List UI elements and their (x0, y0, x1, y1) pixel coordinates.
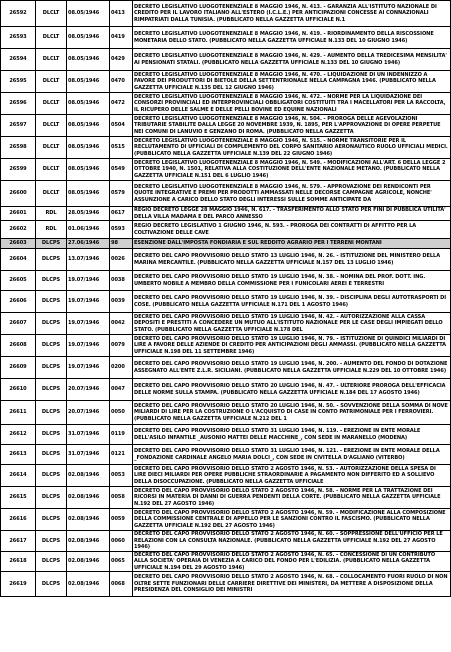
record-number-cell: 26601 (1, 207, 36, 221)
table-row (1, 465, 451, 487)
record-title-cell: DECRETO DEL CAPO PROVVISORIO DELLO STATO 19 LUGLIO 1946, N. 79. - ISTITUZIONE DI QUINDICI MILIARDI DI LIRE A FAVORE DELLE AZIENDE DI CREDITO PER ANTICIPAZIONI DEGLI AMMASSI. (PUBBLICATO NELLA GAZZETTA UFFICIALE N.198 DEL 11 SETTEMBRE 1946) (133, 335, 451, 357)
record-title-cell: DECRETO DEL CAPO PROVVISORIO DELLO STATO 20 LUGLIO 1946, N. 50. - SOVVENZIONE DELLA SOMMA DI NOVE MILIARDI DI LIRE PER LA COSTRUZIONE O L'ACQUISTO DI CASE IN CONTO PATRIMONIALE PER I FERROVIERI. (PUBBLICATO NELLA GAZZETTA UFFICIALE N.212 DEL 1 (133, 401, 451, 425)
record-title-cell: DECRETO DEL CAPO PROVVISORIO DELLO STATO 31 LUGLIO 1946, N. 119. - EREZIONE IN ENTE MORALE DELL'ASILO INFANTILE _AUSONIO MATTEI DELLE MACCHINE_, CON SEDE IN MARANELLO (MODENA) (133, 425, 451, 445)
record-title-cell: DECRETO DEL CAPO PROVVISORIO DELLO STATO 19 LUGLIO 1946, N. 38. - NOMINA DEL PROF. DOTT. ING. UMBERTO NOBILE A MEMBRO DELLA COMMISSIONE PER I FUNICOLARI AEREI E TERRESTRI (133, 271, 451, 291)
record-no-cell: 0200 (110, 357, 133, 379)
record-no-cell: 0119 (110, 425, 133, 445)
record-date-cell: 02.08/1946 (67, 551, 110, 572)
table-row (1, 93, 451, 115)
record-date-cell: 20.07/1946 (67, 379, 110, 401)
record-no-cell: 0579 (110, 181, 133, 207)
record-date-cell: 08.05/1946 (67, 1, 110, 27)
record-no-cell: 0593 (110, 221, 133, 239)
record-type-cell: DLCPS (36, 291, 67, 313)
record-no-cell: 0515 (110, 137, 133, 159)
record-no-cell: 0549 (110, 159, 133, 181)
record-title-cell: DECRETO DEL CAPO PROVVISORIO DELLO STATO 2 AGOSTO 1946, N. 68. - COLLOCAMENTO FUORI RUOLO DI NON OLTRE SETTE FUNZIONARI DELLE CARRIERE DIRETTIVE DEI MINISTERI, DA METTERE A DISPOSIZIONE DELLA PRESIDENZA DEL CONSIGLIO DEI MINISTRI (133, 572, 451, 597)
table-row (1, 445, 451, 465)
record-date-cell: 08.05/1946 (67, 159, 110, 181)
table-row (1, 49, 451, 71)
record-no-cell: 0617 (110, 207, 133, 221)
record-date-cell: 08.05/1946 (67, 93, 110, 115)
record-no-cell: 0059 (110, 509, 133, 531)
record-number-cell: 26612 (1, 425, 36, 445)
record-title-cell: DECRETO LEGISLATIVO LUOGOTENENZIALE 8 MAGGIO 1946, N. 413. - GARANZIA ALL'ISTITUTO NAZIONALE DI CREDITO PER IL LAVORO ITALIANO ALL'ESTERO (I.C.L.E.) PER ANTICIPAZIONI CONCESSE AI CONNAZIONALI RIMPATRIATI DALLA TUNISIA. (PUBBLICATO NELLA GAZZETTA UFFICIALE N.1 (133, 1, 451, 27)
record-number-cell: 26617 (1, 531, 36, 552)
record-number-cell: 26594 (1, 49, 36, 71)
record-title-cell: DECRETO LEGISLATIVO LUOGOTENENZIALE 8 MAGGIO 1946, N. 419. - RIORDINAMENTO DELLA RISCOSSIONE MONETARIA DELLO STATO. (PUBBLICATO NELLA GAZZETTA UFFICIALE N.133 DEL 10 GIUGNO 1946) (133, 27, 451, 49)
record-title-cell: ESENZIONE DALL'IMPOSTA FONDIARIA E SUL REDDITO AGRARIO PER I TERRENI MONTANI (133, 239, 451, 249)
record-number-cell: 26593 (1, 27, 36, 49)
record-type-cell: DLCPS (36, 401, 67, 425)
record-no-cell: 0079 (110, 335, 133, 357)
record-type-cell: DLCPS (36, 445, 67, 465)
record-date-cell: 02.08/1946 (67, 465, 110, 487)
record-title-cell: DECRETO LEGISLATIVO LUOGOTENENZIALE 8 MAGGIO 1946, N. 549. - MODIFICAZIONI ALL'ART. 6 DELLA LEGGE 2 OTTOBRE 1940, N. 1501, RELATIVA ALLA COSTITUZIONE DELL'ENTE NAZIONALE METANO. (PUBBLICATO NELLA GAZZETTA UFFICIALE N.151 DEL 6 LUGLIO 1946) (133, 159, 451, 181)
record-title-cell: DECRETO DEL CAPO PROVVISORIO DELLO STATO 2 AGOSTO 1946, N. 60. - SOPPRESSIONE DELL'UFFICIO PER LE RELAZIONI CON LA CONSULTA NAZIONALE. (PUBBLICATO NELLA GAZZETTA UFFICIALE N.192 DEL 27 AGOSTO 1946) (133, 531, 451, 552)
record-no-cell: 0429 (110, 49, 133, 71)
record-type-cell: DLCLT (36, 115, 67, 137)
table-row (1, 181, 451, 207)
record-date-cell: 08.05/1946 (67, 27, 110, 49)
record-no-cell: 0042 (110, 313, 133, 335)
record-date-cell: 27.06/1946 (67, 239, 110, 249)
record-type-cell: DLCLT (36, 137, 67, 159)
record-type-cell: DLCLT (36, 181, 67, 207)
record-number-cell: 26598 (1, 137, 36, 159)
record-number-cell: 26595 (1, 71, 36, 93)
table-row (1, 207, 451, 221)
records-table-body (1, 1, 451, 597)
table-row (1, 137, 451, 159)
record-number-cell: 26609 (1, 357, 36, 379)
record-date-cell: 19.07/1946 (67, 357, 110, 379)
table-row (1, 379, 451, 401)
table-row (1, 71, 451, 93)
record-no-cell: 0039 (110, 291, 133, 313)
record-type-cell: RDL (36, 221, 67, 239)
record-no-cell: 0470 (110, 71, 133, 93)
record-type-cell: DLCLT (36, 1, 67, 27)
record-title-cell: DECRETO LEGISLATIVO LUOGOTENENZIALE 8 MAGGIO 1946, N. 504. - PROROGA DELLE AGEVOLAZIONI TRIBUTARIE STABILITE DALLA LEGGE 20 NOVEMBRE 1939, N. 1895, PER L'APPROVAZIONE DI OPERE PERPETUE NEI COMUNI DI LANUVIO E GENZANO DI ROMA. (PUBBLICATO NELLA GAZZETTA (133, 115, 451, 137)
record-number-cell: 26596 (1, 93, 36, 115)
record-no-cell: 0504 (110, 115, 133, 137)
record-no-cell: 0050 (110, 401, 133, 425)
table-row (1, 357, 451, 379)
record-date-cell: 13.07/1946 (67, 249, 110, 271)
record-date-cell: 08.05/1946 (67, 181, 110, 207)
record-date-cell: 02.08/1946 (67, 531, 110, 552)
record-no-cell: 0419 (110, 27, 133, 49)
record-title-cell: DECRETO DEL CAPO PROVVISORIO DELLO STATO 19 LUGLIO 1946, N. 42. - AUTORIZZAZIONE ALLA CASSA DEPOSITI E PRESTITI A CONCEDERE UN MUTUO ALL'ISTITUTO NAZIONALE PER LE CASE DEGLI IMPIEGATI DELLO STATO. (PUBBLICATO NELLA GAZZETTA UFFICIALE N.178 DEL (133, 313, 451, 335)
table-row (1, 271, 451, 291)
record-no-cell: 0060 (110, 531, 133, 552)
record-type-cell: DLCPS (36, 425, 67, 445)
record-title-cell: DECRETO DEL CAPO PROVVISORIO DELLO STATO 2 AGOSTO 1946, N. 65. - CONCESSIONE DI UN CONTRIBUTO ALLA SOCIETA' OPERAIA DI VENEZIA A CARICO DEL FONDO PER L'EDILIZIA. (PUBBLICATO NELLA GAZZETTA UFFICIALE N.194 DEL 29 AGOSTO 1946) (133, 551, 451, 572)
table-row (1, 249, 451, 271)
table-row (1, 531, 451, 552)
record-no-cell: 0413 (110, 1, 133, 27)
record-type-cell: DLCLT (36, 27, 67, 49)
record-number-cell: 26606 (1, 291, 36, 313)
record-number-cell: 26607 (1, 313, 36, 335)
record-type-cell: DLCPS (36, 239, 67, 249)
record-title-cell: DECRETO DEL CAPO PROVVISORIO DELLO STATO 13 LUGLIO 1946, N. 26. - ISTITUZIONE DEL MINISTERO DELLA MARINA MERCANTILE. (PUBBLICATO NELLA GAZZETTA UFFICIALE N.157 DEL 13 LUGLIO 1946) (133, 249, 451, 271)
record-type-cell: DLCPS (36, 379, 67, 401)
record-number-cell: 26603 (1, 239, 36, 249)
record-title-cell: REGIO DECRETO LEGISLATIVO 1 GIUGNO 1946, N. 593. - PROROGA DEI CONTRATTI DI AFFITTO PER LA COLTIVAZIONE DELLE CAVE (133, 221, 451, 239)
record-number-cell: 26611 (1, 401, 36, 425)
record-no-cell: 0058 (110, 487, 133, 509)
record-number-cell: 26592 (1, 1, 36, 27)
table-row (1, 335, 451, 357)
table-row (1, 401, 451, 425)
table-row (1, 27, 451, 49)
record-date-cell: 08.05/1946 (67, 137, 110, 159)
record-title-cell: DECRETO LEGISLATIVO LUOGOTENENZIALE 8 MAGGIO 1946, N. 472. - NORME PER LA LIQUIDAZIONE DEI CONSORZI PROVINCIALI ED INTERPROVINCIALI OBBLIGATORI COSTITUITI TRA I MACELLATORI PER LA RACCOLTA, IL RICUPERO DELLE SALME E DELLE PELLI BOVINE ED EQUINE NAZIONALI (133, 93, 451, 115)
record-title-cell: DECRETO DEL CAPO PROVVISORIO DELLO STATO 2 AGOSTO 1946, N. 58. - NORME PER LA TRATTAZIONE DEI RICORSI IN MATERIA DI DANNI DI GUERRA PENDENTI DELLA CORTE. (PUBBLICATO NELLA GAZZETTA UFFICIALE N.192 DEL 27 AGOSTO 1946) (133, 487, 451, 509)
table-row (1, 425, 451, 445)
record-number-cell: 26597 (1, 115, 36, 137)
record-date-cell: 01.06/1946 (67, 221, 110, 239)
record-no-cell: 98 (110, 239, 133, 249)
record-type-cell: DLCLT (36, 71, 67, 93)
record-date-cell: 20.07/1946 (67, 401, 110, 425)
record-type-cell: DLCPS (36, 335, 67, 357)
record-date-cell: 02.08/1946 (67, 509, 110, 531)
record-date-cell: 31.07/1946 (67, 445, 110, 465)
table-row (1, 572, 451, 597)
record-date-cell: 08.05/1946 (67, 71, 110, 93)
record-number-cell: 26616 (1, 509, 36, 531)
record-type-cell: DLCLT (36, 49, 67, 71)
record-number-cell: 26610 (1, 379, 36, 401)
record-number-cell: 26605 (1, 271, 36, 291)
record-date-cell: 02.08/1946 (67, 487, 110, 509)
record-date-cell: 08.05/1946 (67, 115, 110, 137)
record-date-cell: 28.05/1946 (67, 207, 110, 221)
record-title-cell: DECRETO LEGISLATIVO LUOGOTENENZIALE 8 MAGGIO 1946, N. 579. - APPROVAZIONE DEI RENDICONTI PER QUOTE INTEGRATIVE E PREMI PER PRODOTTI AMMASSATI NELLE DECORSE CAMPAGNE AGRICOLE, NONCHE' ASSUNZIONE A CARICO DELLO STATO DEGLI INTERESSI SULLE SOMME ANTICIPATE DA (133, 181, 451, 207)
record-title-cell: DECRETO LEGISLATIVO LUOGOTENENZIALE 8 MAGGIO 1946, N. 470. - LIQUIDAZIONE DI UN INDENNIZZO A FAVORE DEI PRODUTTORI DI BIETOLE DELLA SETTENTRIONALE NELLA CAMPAGNA 1946. (PUBBLICATO NELLA GAZZETTA UFFICIALE N.135 DEL 12 GIUGNO 1946) (133, 71, 451, 93)
record-type-cell: DLCPS (36, 465, 67, 487)
record-no-cell: 0472 (110, 93, 133, 115)
record-number-cell: 26613 (1, 445, 36, 465)
record-title-cell: DECRETO DEL CAPO PROVVISORIO DELLO STATO 19 LUGLIO 1946, N. 200. - AUMENTO DEL FONDO DI DOTAZIONE ASSEGNATO ALL'ENTE Z.L.R. SICILIANI. (PUBBLICATO NELLA GAZZETTA UFFICIALE N.229 DEL 10 OTTOBRE 1946) (133, 357, 451, 379)
table-row (1, 509, 451, 531)
record-type-cell: DLCPS (36, 551, 67, 572)
record-date-cell: 19.07/1946 (67, 335, 110, 357)
table-row (1, 313, 451, 335)
record-date-cell: 19.07/1946 (67, 291, 110, 313)
record-number-cell: 26619 (1, 572, 36, 597)
record-title-cell: DECRETO LEGISLATIVO LUOGOTENENZIALE 8 MAGGIO 1946, N. 429. - AUMENTO DELLA TREDICESIMA MENSILITA' AI PENSIONATI STATALI. (PUBBLICATO NELLA GAZZETTA UFFICIALE N.133 DEL 10 GIUGNO 1946) (133, 49, 451, 71)
table-row (1, 221, 451, 239)
record-title-cell: DECRETO DEL CAPO PROVVISORIO DELLO STATO 20 LUGLIO 1946, N. 47. - ULTERIORE PROROGA DELL'EFFICACIA DELLE NORME SULLA STAMPA. (PUBBLICATO NELLA GAZZETTA UFFICIALE N.184 DEL 17 AGOSTO 1946) (133, 379, 451, 401)
table-row (1, 487, 451, 509)
record-number-cell: 26618 (1, 551, 36, 572)
table-row (1, 1, 451, 27)
record-title-cell: DECRETO DEL CAPO PROVVISORIO DELLO STATO 31 LUGLIO 1946, N. 121. - EREZIONE IN ENTE MORALE DELLA _FONDAZIONE CARDINALE ANGELO MARIA DOLCI_, CON SEDE IN CIVITELLA D'AGLIANO (VITERBO) (133, 445, 451, 465)
record-type-cell: DLCPS (36, 487, 67, 509)
record-type-cell: DLCLT (36, 93, 67, 115)
record-type-cell: DLCPS (36, 509, 67, 531)
table-row (1, 551, 451, 572)
record-no-cell: 0121 (110, 445, 133, 465)
record-title-cell: DECRETO DEL CAPO PROVVISORIO DELLO STATO 19 LUGLIO 1946, N. 39. - DISCIPLINA DEGLI AUTOTRASPORTI DI COSE. (PUBBLICATO NELLA GAZZETTA UFFICIALE N.171 DEL 1 AGOSTO 1946) (133, 291, 451, 313)
record-type-cell: RDL (36, 207, 67, 221)
record-no-cell: 0065 (110, 551, 133, 572)
record-title-cell: DECRETO DEL CAPO PROVVISORIO DELLO STATO 2 AGOSTO 1946, N. 53. - AUTORIZZAZIONE DELLA SPESA DI LIRE DIECI MILIARDI PER OPERE PUBBLICHE STRAORDINARIE A PAGAMENTO NON DIFFERITO ED A SOLLIEVO DELLA DISOCCUPAZIONE. (PUBBLICATO NELLA GAZZETTA UFFICIALE (133, 465, 451, 487)
record-no-cell: 0038 (110, 271, 133, 291)
record-number-cell: 26599 (1, 159, 36, 181)
record-number-cell: 26608 (1, 335, 36, 357)
record-number-cell: 26615 (1, 487, 36, 509)
record-date-cell: 02.08/1946 (67, 572, 110, 597)
record-title-cell: REGIO DECRETO LEGGE 28 MAGGIO 1946, N. 617. - TRASFERIMENTO ALLO STATO PER FINI DI PUBBLICA UTILITA' DELLA VILLA MADAMA E DEL PARCO ANNESSO (133, 207, 451, 221)
record-title-cell: DECRETO LEGISLATIVO LUOGOTENENZIALE 8 MAGGIO 1946, N. 515. - NORME TRANSITORIE PER IL RECLUTAMENTO DI UFFICIALI DI COMPLEMENTO DEL CORPO SANITARIO AERONAUTICO RUOLO UFFICIALI MEDICI. (PUBBLICATO NELLA GAZZETTA UFFICIALE N.139 DEL 22 GIUGNO 1946) (133, 137, 451, 159)
record-type-cell: DLCPS (36, 313, 67, 335)
table-row (1, 291, 451, 313)
record-type-cell: DLCPS (36, 357, 67, 379)
record-number-cell: 26614 (1, 465, 36, 487)
record-date-cell: 08.05/1946 (67, 49, 110, 71)
record-no-cell: 0047 (110, 379, 133, 401)
record-no-cell: 0053 (110, 465, 133, 487)
record-date-cell: 31.07/1946 (67, 425, 110, 445)
record-title-cell: DECRETO DEL CAPO PROVVISORIO DELLO STATO 2 AGOSTO 1946, N. 59. - MODIFICAZIONE ALLA COMPOSIZIONE DELLA COMMISSIONE CENTRALE DI APPELLO PER LE SANZIONI CONTRO IL FASCISMO. (PUBBLICATO NELLA GAZZETTA UFFICIALE N.192 DEL 27 AGOSTO 1946) (133, 509, 451, 531)
record-type-cell: DLCPS (36, 249, 67, 271)
record-number-cell: 26604 (1, 249, 36, 271)
record-number-cell: 26600 (1, 181, 36, 207)
record-type-cell: DLCPS (36, 531, 67, 552)
table-row (1, 115, 451, 137)
record-no-cell: 0026 (110, 249, 133, 271)
record-date-cell: 19.07/1946 (67, 313, 110, 335)
record-number-cell: 26602 (1, 221, 36, 239)
record-no-cell: 0068 (110, 572, 133, 597)
record-type-cell: DLCPS (36, 271, 67, 291)
table-row (1, 159, 451, 181)
table-row (1, 239, 451, 249)
record-type-cell: DLCPS (36, 572, 67, 597)
record-date-cell: 19.07/1946 (67, 271, 110, 291)
record-type-cell: DLCLT (36, 159, 67, 181)
